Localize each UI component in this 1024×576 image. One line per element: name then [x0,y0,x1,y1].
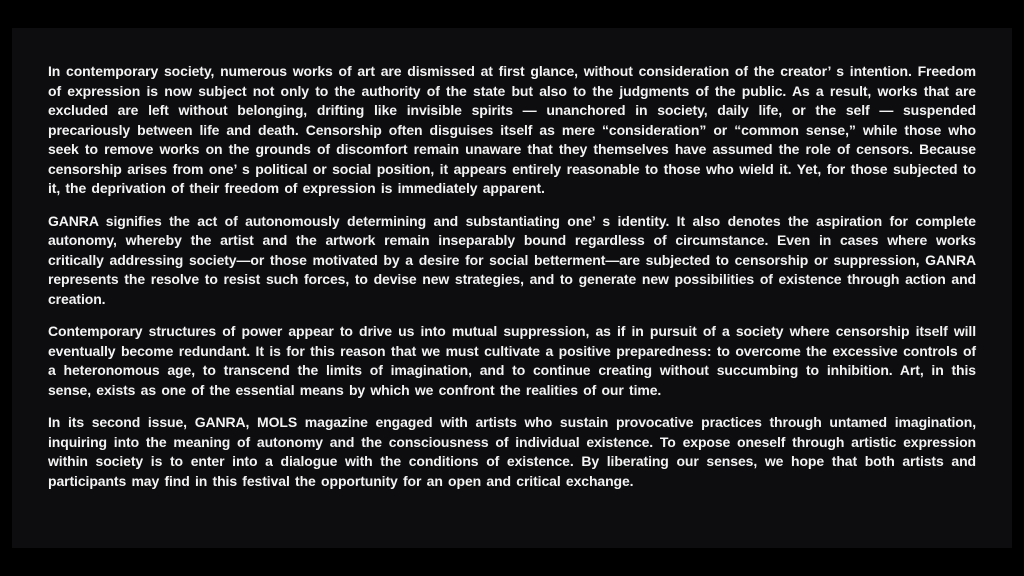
statement-panel [12,28,1012,548]
statement-paragraph-second-issue: In its second issue, GANRA, MOLS magazine engaged with artists who sustain provocative practices through untamed imagination, inquiring into the meaning of autonomy and the consciousness of individual existence. To expose oneself through artistic expression within society is to enter into a dialogue with the conditions of existence. By liberating our senses, we hope that both artists and participants may find in this festival the opportunity for an open and critical exchange. [48,414,976,489]
statement-paragraph-power-structures: Contemporary structures of power appear to drive us into mutual suppression, as if in pursuit of a society where censorship itself will eventually become redundant. It is for this reason that we must cultivate a positive preparedness: to overcome the excessive controls of a heteronomous age, to transcend the limits of imagination, and to continue creating without succumbing to inhibition. Art, in this sense, exists as one of the essential means by which we confront the realities of our time. [48,323,976,398]
statement-text [48,62,976,491]
statement-paragraph-censorship: In contemporary society, numerous works of art are dismissed at first glance, without consideration of the creator’ s intention. Freedom of expression is now subject not only to the authority of the state but also to the judgments of the public. As a result, works that are excluded are left without belonging, drifting like invisible spirits — unanchored in society, daily life, or the self — suspended precariously between life and death. Censorship often disguises itself as mere “consideration” or “common sense,” while those who seek to remove works on the grounds of discomfort remain unaware that they themselves have assumed the role of censors. Because censorship arises from one’ s political or social position, it appears entirely reasonable to those who wield it. Yet, for those subjected to it, the deprivation of their freedom of expression is immediately apparent. [48,63,976,196]
statement-paragraph-ganra-definition: GANRA signifies the act of autonomously determining and substantiating one’ s identity. It also denotes the aspiration for complete autonomy, whereby the artist and the artwork remain inseparably bound regardless of circumstance. Even in cases where works critically addressing society—or those motivated by a desire for social betterment—are subjected to censorship or suppression, GANRA represents the resolve to resist such forces, to devise new strategies, and to generate new possibilities of existence through action and creation. [48,212,976,307]
